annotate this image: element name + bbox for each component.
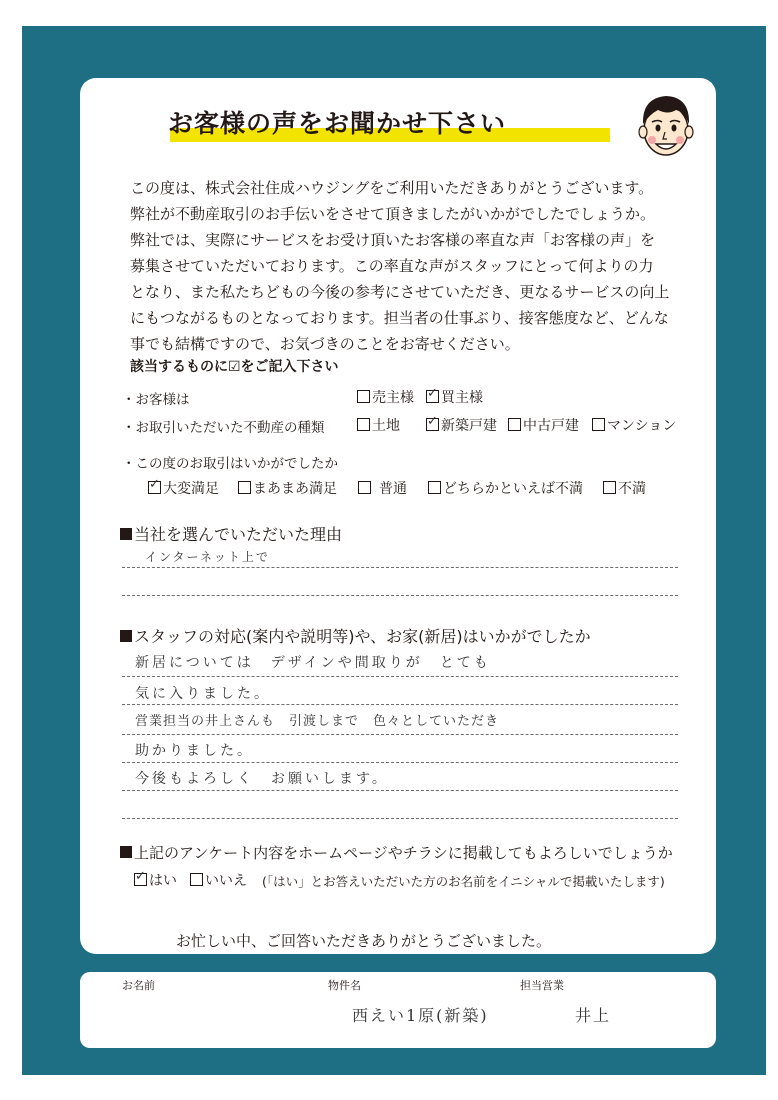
answer-line [122, 790, 678, 791]
answer-line [122, 818, 678, 819]
checkbox-icon[interactable] [238, 481, 251, 494]
name-label: お名前 [122, 979, 155, 992]
consent-note: (「はい」とお答えいただいた方のお名前をイニシャルで掲載いたします) [262, 874, 665, 889]
intro-line: となり、また私たちどもの今後の参考にさせていただき、更なるサービスの向上 [130, 283, 670, 301]
intro-line: 弊社では、実際にサービスをお受け頂いたお客様の率直な声「お客様の声」を [130, 231, 656, 249]
staff-answer-line: 助かりました。 [135, 743, 254, 759]
reason-heading: 当社を選んでいただいた理由 [120, 522, 342, 545]
checked-checkbox-icon[interactable] [426, 418, 439, 431]
checkbox-icon[interactable] [357, 390, 370, 403]
consent-option-no[interactable]: いいえ [190, 870, 247, 890]
checkbox-icon[interactable] [428, 481, 441, 494]
satisfaction-option-somewhat-dissatisfied[interactable]: どちらかといえば不満 [428, 478, 583, 498]
answer-line [122, 567, 678, 568]
property-type-option-new-house[interactable]: ✓ 新築戸建 [426, 415, 497, 435]
answer-line [122, 762, 678, 763]
satisfaction-option-dissatisfied[interactable]: 不満 [603, 478, 646, 498]
survey-instruction: 該当するものに☑をご記入下さい [130, 359, 339, 375]
satisfaction-option-somewhat-satisfied[interactable]: まあまあ満足 [238, 478, 337, 498]
square-bullet-icon [120, 846, 132, 858]
smiling-man-icon [628, 88, 704, 164]
answer-line [122, 595, 678, 596]
checkbox-icon[interactable] [592, 418, 605, 431]
property-label: 物件名 [328, 979, 361, 992]
thanks-message: お忙しい中、ご回答いただきありがとうございました。 [176, 932, 552, 950]
consent-heading: 上記のアンケート内容をホームページやチラシに掲載してもよろしいでしょうか [120, 842, 673, 863]
checkbox-icon[interactable] [190, 873, 203, 886]
checkbox-icon[interactable] [357, 418, 370, 431]
sales-value: 井上 [575, 1006, 612, 1025]
intro-line: 事でも結構ですので、お気づきのことをお寄せください。 [130, 335, 520, 353]
property-type-question: ・お取引いただいた不動産の種類 [122, 420, 325, 436]
intro-line: この度は、株式会社住成ハウジングをご利用いただきありがとうございます。 [130, 179, 654, 197]
intro-line: 弊社が不動産取引のお手伝いをさせて頂きましたがいかがでしたでしょうか。 [130, 205, 656, 223]
intro-line: 募集させていただいております。この率直な声がスタッフにとって何よりの力 [130, 257, 654, 275]
satisfaction-option-neutral[interactable]: 普通 [358, 478, 407, 498]
answer-line [122, 704, 678, 705]
reason-answer: インターネット上で [145, 550, 270, 564]
intro-line: にもつながるものとなっております。担当者の仕事ぶり、接客態度など、どんな [130, 309, 669, 327]
staff-answer-line: 営業担当の井上さんも 引渡しまで 色々としていただき [135, 714, 500, 729]
checkbox-icon[interactable] [508, 418, 521, 431]
staff-answer-line: 気に入りました。 [135, 686, 271, 702]
staff-answer-line: 今後もよろしく お願いします。 [135, 771, 389, 787]
customer-type-question: ・お客様は [122, 392, 190, 408]
checked-checkbox-icon[interactable] [134, 873, 147, 886]
checkbox-icon[interactable] [358, 481, 371, 494]
consent-option-yes[interactable]: ✓はい [134, 870, 177, 890]
satisfaction-question: ・この度のお取引はいかがでしたか [122, 456, 338, 472]
sales-label: 担当営業 [520, 979, 564, 992]
page-title: お客様の声をお聞かせ下さい [168, 109, 507, 138]
property-type-option-land[interactable]: 土地 [357, 415, 400, 435]
staff-heading: スタッフの対応(案内や説明等)や、お家(新居)はいかがでしたか [120, 624, 591, 647]
property-type-option-used-house[interactable]: 中古戸建 [508, 415, 579, 435]
checked-checkbox-icon[interactable] [148, 481, 161, 494]
checked-checkbox-icon[interactable] [426, 390, 439, 403]
property-value: 西えい1原(新築) [352, 1006, 489, 1025]
satisfaction-option-very-satisfied[interactable]: ✓大変満足 [148, 478, 219, 498]
customer-type-option-buyer[interactable]: ✓ 買主様 [426, 387, 483, 407]
answer-line [122, 676, 678, 677]
answer-line [122, 734, 678, 735]
checkbox-icon[interactable] [603, 481, 616, 494]
square-bullet-icon [120, 528, 132, 540]
customer-type-option-seller[interactable]: 売主様 [357, 387, 414, 407]
staff-answer-line: 新居については デザインや間取りが とても [135, 655, 491, 671]
intro-paragraph [130, 175, 690, 357]
square-bullet-icon [120, 630, 132, 642]
property-type-option-mansion[interactable]: マンション [592, 415, 676, 435]
